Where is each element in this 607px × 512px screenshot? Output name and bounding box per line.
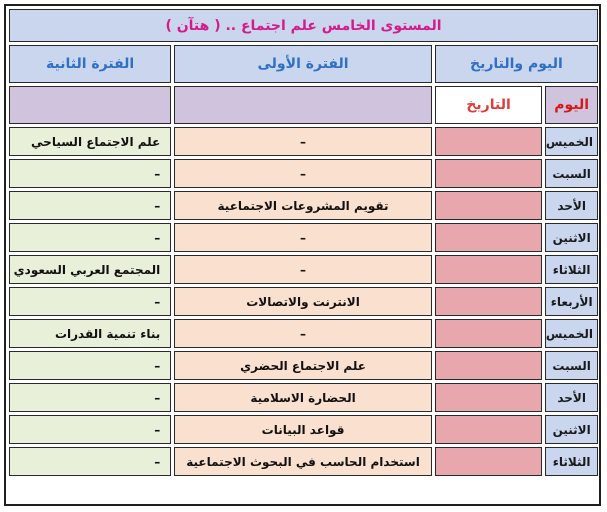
row-period-2: – xyxy=(9,223,171,252)
row-date-blank xyxy=(435,255,542,284)
header-period-1: الفترة الأولى xyxy=(174,45,432,83)
row-period-1: – xyxy=(174,159,432,188)
row-date-blank xyxy=(435,415,542,444)
row-period-1: الحضارة الاسلامية xyxy=(174,383,432,412)
row-period-1: قواعد البيانات xyxy=(174,415,432,444)
row-period-1: – xyxy=(174,127,432,156)
row-date-blank xyxy=(435,127,542,156)
row-period-1: – xyxy=(174,223,432,252)
row-period-2: – xyxy=(9,287,171,316)
header-day-date: اليوم والتاريخ xyxy=(435,45,598,83)
row-date-blank xyxy=(435,447,542,476)
row-day: الخميس xyxy=(545,319,598,348)
exam-schedule-table xyxy=(6,6,601,479)
row-day: الاثنين xyxy=(545,223,598,252)
table-row xyxy=(9,255,598,284)
row-period-2: بناء تنمية القدرات xyxy=(9,319,171,348)
table-row xyxy=(9,127,598,156)
table-row xyxy=(9,351,598,380)
table-row xyxy=(9,383,598,412)
row-date-blank xyxy=(435,159,542,188)
table-row xyxy=(9,447,598,476)
row-day: السبت xyxy=(545,159,598,188)
row-period-1: تقويم المشروعات الاجتماعية xyxy=(174,191,432,220)
row-day: الأحد xyxy=(545,383,598,412)
header-period-2: الفترة الثانية xyxy=(9,45,171,83)
row-date-blank xyxy=(435,223,542,252)
subheader-period-1-blank xyxy=(174,86,432,124)
row-period-2: – xyxy=(9,191,171,220)
row-date-blank xyxy=(435,351,542,380)
row-day: الاثنين xyxy=(545,415,598,444)
table-row xyxy=(9,415,598,444)
table-row xyxy=(9,191,598,220)
row-date-blank xyxy=(435,191,542,220)
row-date-blank xyxy=(435,383,542,412)
row-date-blank xyxy=(435,319,542,348)
row-period-1: علم الاجتماع الحضري xyxy=(174,351,432,380)
subheader-date: التاريخ xyxy=(435,86,542,124)
table-row xyxy=(9,159,598,188)
row-period-2: – xyxy=(9,415,171,444)
row-period-1: – xyxy=(174,319,432,348)
row-period-2: – xyxy=(9,159,171,188)
row-date-blank xyxy=(435,287,542,316)
row-day: الخميس xyxy=(545,127,598,156)
row-day: الأربعاء xyxy=(545,287,598,316)
schedule-title: المستوى الخامس علم اجتماع .. ( هتآن ) xyxy=(9,9,598,42)
subheader-day: اليوم xyxy=(545,86,598,124)
table-row xyxy=(9,223,598,252)
row-period-1: – xyxy=(174,255,432,284)
table-row xyxy=(9,319,598,348)
row-period-2: علم الاجتماع السياحي xyxy=(9,127,171,156)
row-day: الثلاثاء xyxy=(545,255,598,284)
row-period-1: الانترنت والاتصالات xyxy=(174,287,432,316)
row-period-2: – xyxy=(9,351,171,380)
table-row xyxy=(9,287,598,316)
row-period-2: – xyxy=(9,383,171,412)
row-period-2: – xyxy=(9,447,171,476)
subheader-period-2-blank xyxy=(9,86,171,124)
row-day: الأحد xyxy=(545,191,598,220)
row-day: الثلاثاء xyxy=(545,447,598,476)
row-period-2: المجتمع العربي السعودي xyxy=(9,255,171,284)
row-period-1: استخدام الحاسب في البحوث الاجتماعية xyxy=(174,447,432,476)
row-day: السبت xyxy=(545,351,598,380)
